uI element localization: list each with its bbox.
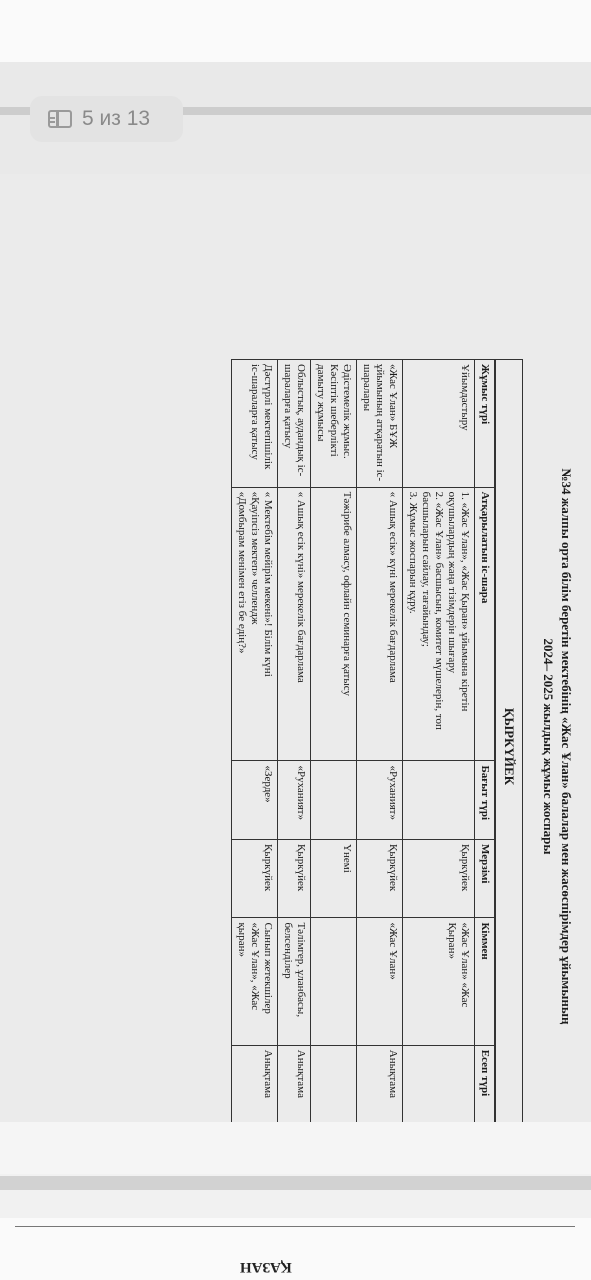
activity-line: « Мектебім мейірім мекені»! Білім күні bbox=[262, 491, 274, 677]
document-page bbox=[0, 174, 591, 1122]
activity-line: «Қауіпсіз мектеп» челлендж bbox=[249, 491, 261, 625]
activity-line: 1. «Жас Ұлан», «Жас Қыран» ұйымына кіретін оқушылардың жаңа тізімдерін шығару bbox=[446, 491, 471, 712]
cell-report: Анықтама bbox=[232, 1045, 278, 1133]
document-title bbox=[539, 359, 575, 1134]
work-plan-table bbox=[231, 359, 495, 1134]
title-line-1: №34 жалпы орта білім беретін мектебінің «Жас Ұлан» балалар мен жасөспірімдер ұйымының bbox=[559, 468, 574, 1025]
cell-direction: «Руханият» bbox=[357, 761, 403, 840]
cell-activity bbox=[357, 487, 403, 761]
cell-term: Қыркүйек bbox=[403, 840, 475, 918]
cell-activity bbox=[403, 487, 475, 761]
table-row bbox=[232, 360, 278, 1134]
sidebar-icon bbox=[48, 110, 72, 128]
cell-report: Анықтама bbox=[357, 1045, 403, 1133]
page-indicator-button[interactable] bbox=[30, 96, 183, 142]
cell-who: Тәлімгер, ұланбасы, белсенділер bbox=[278, 918, 311, 1045]
cell-who bbox=[311, 918, 357, 1045]
table-row bbox=[357, 360, 403, 1134]
table-header-row bbox=[475, 360, 495, 1134]
cell-report bbox=[403, 1045, 475, 1133]
cell-activity bbox=[232, 487, 278, 761]
next-document-page bbox=[0, 1218, 591, 1280]
header-activity: Атқарылатын іс-шара bbox=[475, 487, 495, 761]
activity-line: 2. «Жас Ұлан» басшысын, комитет мүшелерін, топ басшыларын сайлау, тағайындау; bbox=[420, 491, 445, 730]
table-row bbox=[311, 360, 357, 1134]
header-direction: Бағыт түрі bbox=[475, 761, 495, 840]
page-indicator-label: 5 из 13 bbox=[82, 107, 151, 130]
title-line-2: 2024– 2025 жылдық жұмыс жоспары bbox=[541, 638, 556, 855]
cell-direction: «Руханият» bbox=[278, 761, 311, 840]
cell-report bbox=[311, 1045, 357, 1133]
page-bottom-margin bbox=[0, 1122, 591, 1174]
cell-type: Облыстық, аудандық іс-шараларға қатысу bbox=[278, 360, 311, 488]
cell-direction: «Зерде» bbox=[232, 761, 278, 840]
header-term: Мерзімі bbox=[475, 840, 495, 918]
cell-who: «Жас Ұлан» bbox=[357, 918, 403, 1045]
table-row bbox=[403, 360, 475, 1134]
activity-line: Тәжірибе алмасу, офлайн семинарға қатысу bbox=[341, 491, 353, 696]
header-with-whom: Кіммен bbox=[475, 918, 495, 1045]
cell-term: Қыркүйек bbox=[278, 840, 311, 918]
cell-who: «Жас Ұлан» «Жас Қыран» bbox=[403, 918, 475, 1045]
month-heading: ҚЫРКҮЙЕК bbox=[495, 359, 523, 1134]
activity-line: « Ашық есік» күні мерекелік бағдарлама bbox=[387, 491, 399, 683]
cell-report: Анықтама bbox=[278, 1045, 311, 1133]
cell-type: «Жас Ұлан» БҰЖ ұйымының атқаратын іс-шаралары bbox=[357, 360, 403, 488]
cell-type: Дәстүрлі мектепішілік іс-шараларға қатысу bbox=[232, 360, 278, 488]
cell-type: Әдістемелік жұмыс. Кәсіптік шеберлікті дамыту жұмысы bbox=[311, 360, 357, 488]
page-separator bbox=[0, 1176, 591, 1190]
cell-type: Ұйымдастыру bbox=[403, 360, 475, 488]
activity-line: «Домбырам менімен егіз бе едің?» bbox=[236, 491, 248, 654]
next-page-month-heading: ҚАЗАН bbox=[240, 1259, 292, 1275]
cell-term: Қыркүйек bbox=[232, 840, 278, 918]
activity-line: « Ашық есік күні» мерекелік бағдарлама bbox=[295, 491, 307, 683]
activity-line: 3. Жұмыс жоспарын құру. bbox=[407, 491, 419, 614]
table-row bbox=[278, 360, 311, 1134]
cell-activity bbox=[278, 487, 311, 761]
previous-page-bottom bbox=[0, 0, 591, 62]
cell-direction bbox=[311, 761, 357, 840]
header-report: Есеп түрі bbox=[475, 1045, 495, 1133]
cell-direction bbox=[403, 761, 475, 840]
cell-term: Қыркүйек bbox=[357, 840, 403, 918]
next-page-border bbox=[15, 1226, 575, 1227]
header-work-type: Жұмыс түрі bbox=[475, 360, 495, 488]
cell-who: Сынып жетекшілер «Жас Ұлан», «Жас қыран» bbox=[232, 918, 278, 1045]
cell-activity bbox=[311, 487, 357, 761]
rotated-document bbox=[30, 359, 575, 1134]
cell-term: Үнемі bbox=[311, 840, 357, 918]
